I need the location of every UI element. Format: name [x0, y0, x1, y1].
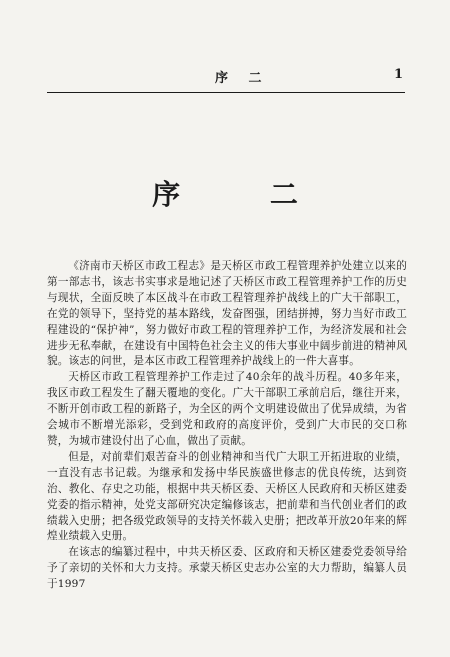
paragraph-1: 《济南市天桥区市政工程志》是天桥区市政工程管理养护处建立以来的第一部志书，该志书实事求是地记述了天桥区市政工程管理养护工作的历史与现状，全面反映了本区战斗在市政工程管理养护战线上的广大干部职工，在党的领导下，坚持党的基本路线，发奋图强，团结拼搏，努力当好市政工程建设的“保护神”，努力做好市政工程的管理养护工作，为经济发展和社会进步无私奉献，在建设有中国特色社会主义的伟大事业中阔步前进的精神风貌。该志的问世，是本区市政工程管理养护战线上的一件大喜事。 — [47, 260, 407, 368]
running-header — [47, 67, 405, 87]
paragraph-4: 在该志的编纂过程中，中共天桥区委、区政府和天桥区建委党委领导给予了亲切的关怀和大力支持。承蒙天桥区史志办公室的大力帮助，编纂人员于1997 — [47, 546, 407, 591]
paragraph-3: 但是，对前辈们艰苦奋斗的创业精神和当代广大职工开拓进取的业绩，一直没有志书记载。为继承和发扬中华民族盛世修志的优良传统，达到资治、教化、存史之功能，根据中共天桥区委、天桥区人民政府和天桥区建委党委的指示精神，处党支部研究决定编修该志，把前辈和当代创业者们的政绩载入史册；把各级党政领导的支持关怀载入史册；把改革开放20年来的辉煌业绩载入史册。 — [47, 450, 407, 543]
header-divider — [47, 92, 405, 93]
running-header-title: 序 二 — [215, 71, 270, 86]
body-text — [47, 259, 407, 593]
paragraph-2: 天桥区市政工程管理养护工作走过了40余年的战斗历程。40多年来，我区市政工程发生了翻天覆地的变化。广大干部职工承前启后，继往开来，不断开创市政工程的新路子，为全区的两个文明建设做出了优异成绩，为省会城市不断增光添彩，受到党和政府的高度评价，受到广大市民的交口称赞，为城市建设付出了心血，做出了贡献。 — [47, 371, 407, 447]
section-title: 序 二 — [152, 178, 338, 211]
page-number: 1 — [393, 67, 403, 82]
